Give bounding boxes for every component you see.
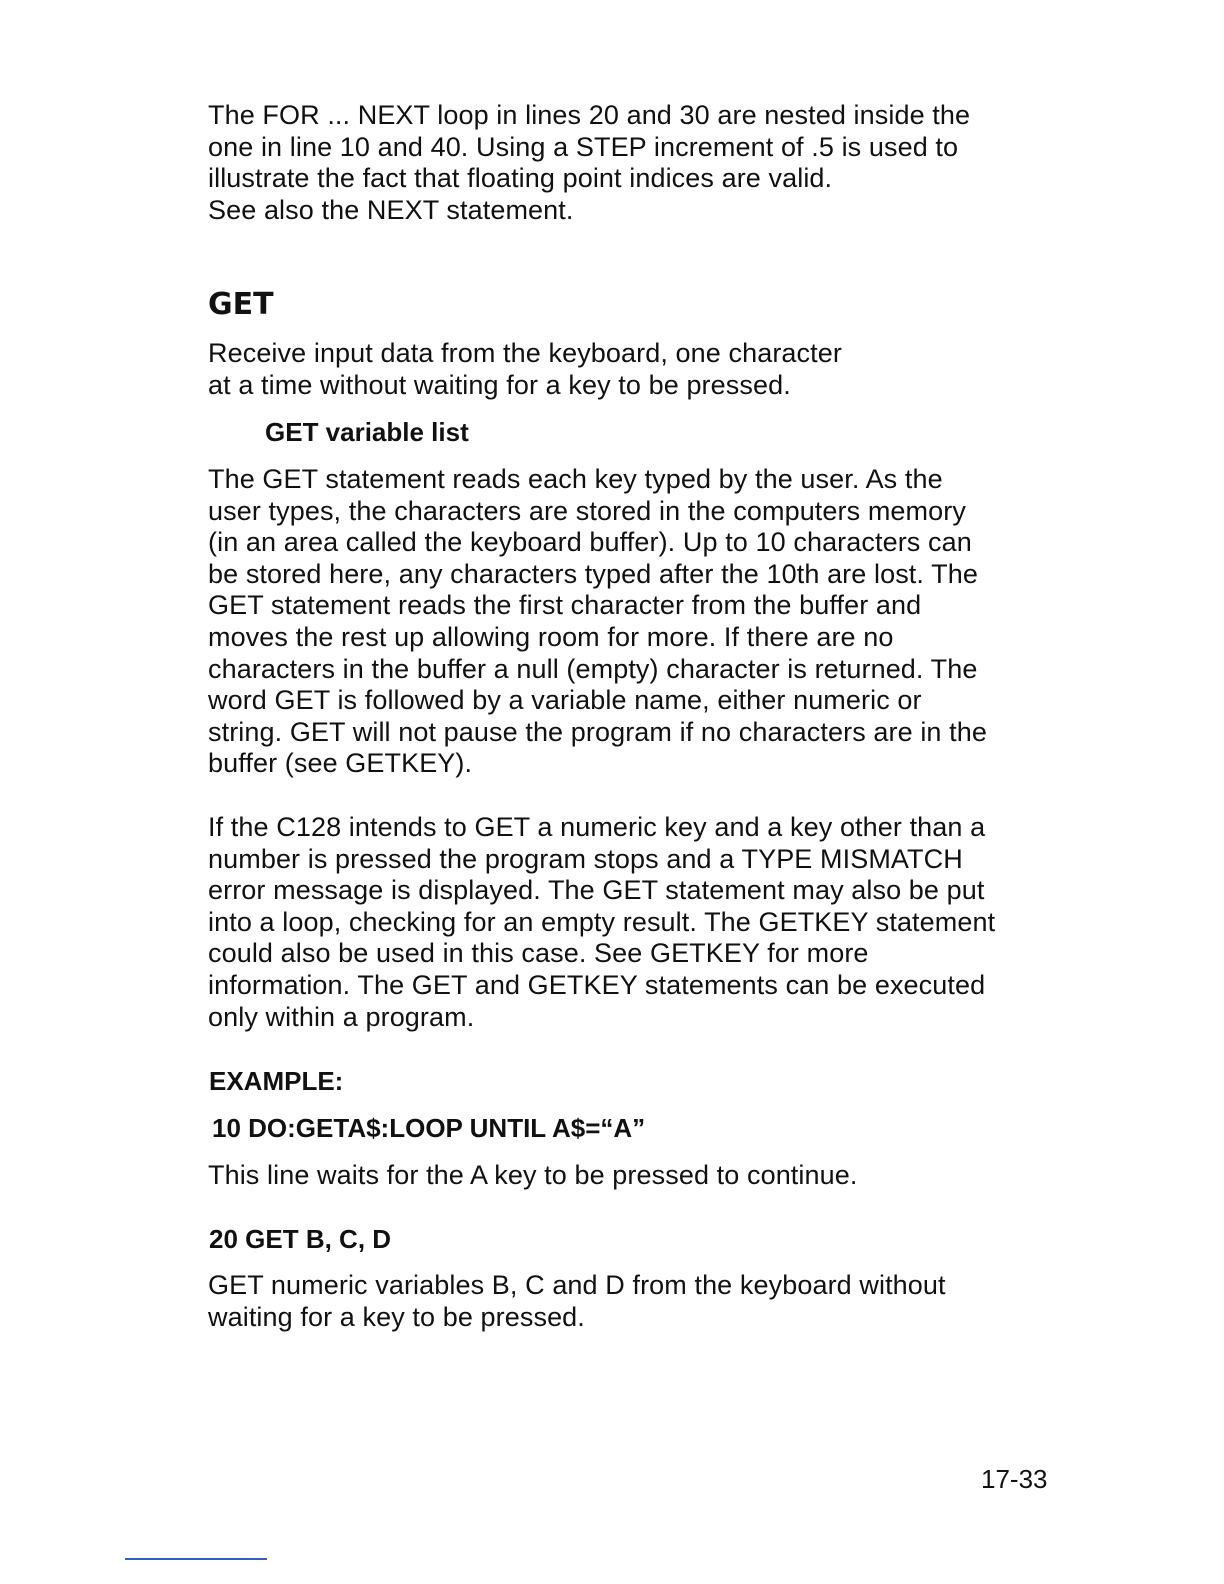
example-description-1: This line waits for the A key to be pressed to continue. xyxy=(208,1160,858,1190)
body-line: be stored here, any characters typed after the 10th are lost. The xyxy=(208,558,978,589)
body-paragraph-2 xyxy=(208,812,995,1033)
body-line: moves the rest up allowing room for more. If there are no xyxy=(208,621,894,652)
body-line: error message is displayed. The GET statement may also be put xyxy=(208,875,985,906)
footer-rule xyxy=(125,1558,267,1560)
body-line: If the C128 intends to GET a numeric key and a key other than a xyxy=(208,812,986,842)
syntax-line: GET variable list xyxy=(265,417,469,447)
body-line: into a loop, checking for an empty result. The GETKEY statement xyxy=(208,906,996,937)
description-line: waiting for a key to be pressed. xyxy=(208,1301,585,1332)
body-line: string. GET will not pause the program if no characters are in the xyxy=(208,716,987,747)
intro-line: See also the NEXT statement. xyxy=(208,194,574,225)
body-paragraph-1 xyxy=(208,464,987,780)
body-line: word GET is followed by a variable name, either numeric or xyxy=(208,685,922,716)
body-line: (in an area called the keyboard buffer). Up to 10 characters can xyxy=(208,527,972,558)
example-code-2: 20 GET B, C, D xyxy=(209,1224,392,1254)
body-line: only within a program. xyxy=(208,1001,475,1032)
body-line: user types, the characters are stored in the computers memory xyxy=(208,495,966,526)
body-line: buffer (see GETKEY). xyxy=(208,748,473,779)
section-title: GET xyxy=(208,287,274,322)
example-code-1: 10 DO:GETA$:LOOP UNTIL A$=“A” xyxy=(212,1113,646,1143)
intro-line: one in line 10 and 40. Using a STEP increment of .5 is used to xyxy=(208,131,959,162)
example-label: EXAMPLE: xyxy=(209,1066,344,1096)
body-line: could also be used in this case. See GETKEY for more xyxy=(208,938,869,969)
intro-paragraph xyxy=(208,100,970,226)
body-line: information. The GET and GETKEY statements can be executed xyxy=(208,969,986,1000)
body-line: The GET statement reads each key typed by the user. As the xyxy=(208,464,943,494)
section-summary xyxy=(208,338,842,401)
summary-line: Receive input data from the keyboard, one character xyxy=(208,338,842,368)
intro-line: illustrate the fact that floating point indices are valid. xyxy=(208,163,833,194)
page-number: 17-33 xyxy=(981,1464,1048,1494)
body-line: number is pressed the program stops and a TYPE MISMATCH xyxy=(208,843,963,874)
body-line: GET statement reads the first character from the buffer and xyxy=(208,590,922,621)
description-line: GET numeric variables B, C and D from the keyboard without xyxy=(208,1270,946,1300)
intro-line: The FOR ... NEXT loop in lines 20 and 30 are nested inside the xyxy=(208,100,971,130)
body-line: characters in the buffer a null (empty) character is returned. The xyxy=(208,653,978,684)
summary-line: at a time without waiting for a key to be pressed. xyxy=(208,369,791,400)
example-description-2 xyxy=(208,1270,946,1333)
